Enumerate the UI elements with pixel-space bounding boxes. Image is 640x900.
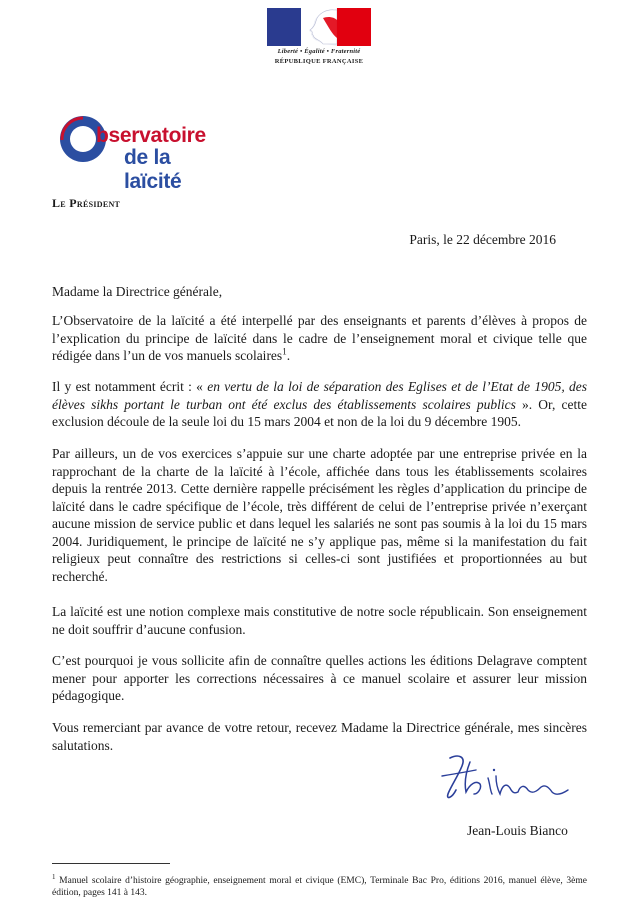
logo-line-1: bservatoire <box>96 124 206 147</box>
sender-title: Le Président <box>52 196 121 210</box>
observatoire-logo <box>58 114 228 193</box>
paragraph-2: Il y est notamment écrit : « en vertu de la loi de séparation des Eglises et de l’Etat de 1905, des élèves sikhs portant le turban ont été exclus des établissements scolaires publics ». Or, cette exclusion découle de la seule loi du 15 mars 2004 et non de la loi du 9 décembre 1905. <box>52 379 587 429</box>
paragraph-1: L’Observatoire de la laïcité a été interpellé par des enseignants et parents d’élèves à propos de l’explication du principe de laïcité dans le cadre de l’enseignement moral et civique telle que rédigée dans l’un de vos manuels scolaires$^1$. <box>52 313 587 363</box>
paragraph-6: Vous remerciant par avance de votre retour, recevez Madame la Directrice générale, mes sincères salutations. <box>52 720 587 753</box>
salutation: Madame la Directrice générale, <box>52 284 223 299</box>
paragraph-3: Par ailleurs, un de vos exercices s’appuie sur une charte adoptée par une entreprise privée en la rapprochant de la charte de la laïcité à l’école, affichée dans tous les établissements scolaires depuis la rentrée 2013. Cette dernière rappelle précisément les règles d’application du principe de laïcité dans le cadre spécifique de l’école, très différent de celui de l’entreprise privée n’exerçant aucune mission de service public et dans lequel les salariés ne sont pas soumis à la loi du 15 mars 2004. Juridiquement, le principe de laïcité ne s’y applique pas, même si la manifestation du fait religieux peut connaître des restrictions si celles-ci sont justifiées et proportionnées au but recherché. <box>52 446 587 584</box>
footnote: $^1$ Manuel scolaire d’histoire géographie, enseignement moral et civique (EMC), Terminale Bac Pro, éditions 2016, manuel élève, 3ème édition, pages 141 à 143. <box>52 872 587 898</box>
signer-name: Jean-Louis Bianco <box>467 823 568 838</box>
republique-francaise: RÉPUBLIQUE FRANÇAISE <box>274 58 364 65</box>
paragraph-4: La laïcité est une notion complexe mais constitutive de notre socle républicain. Son enseignement ne doit souffrir d’aucune confusion. <box>52 604 587 637</box>
footnote-ref[interactable]: 1 <box>282 346 287 357</box>
tricolor-flag <box>267 8 371 46</box>
logo-line-2: de la laïcité <box>124 146 182 193</box>
marianne-profile-icon <box>301 8 337 46</box>
letter-date: Paris, le 22 décembre 2016 <box>409 232 556 247</box>
devise: Liberté • Égalité • Fraternité <box>277 48 361 55</box>
handwritten-signature <box>436 748 586 808</box>
footnote-divider <box>52 863 170 864</box>
marianne-logo <box>267 8 371 70</box>
quoted-text: en vertu de la loi de séparation des Eglises et de l’Etat de 1905, des élèves sikhs portant le turban ont été exclus des établissements scolaires publics <box>52 379 587 412</box>
paragraph-5: C’est pourquoi je vous sollicite afin de connaître quelles actions les éditions Delagrave comptent mener pour apporter les corrections nécessaires à ce manuel scolaire et assurer leur mission pédagogique. <box>52 653 587 703</box>
